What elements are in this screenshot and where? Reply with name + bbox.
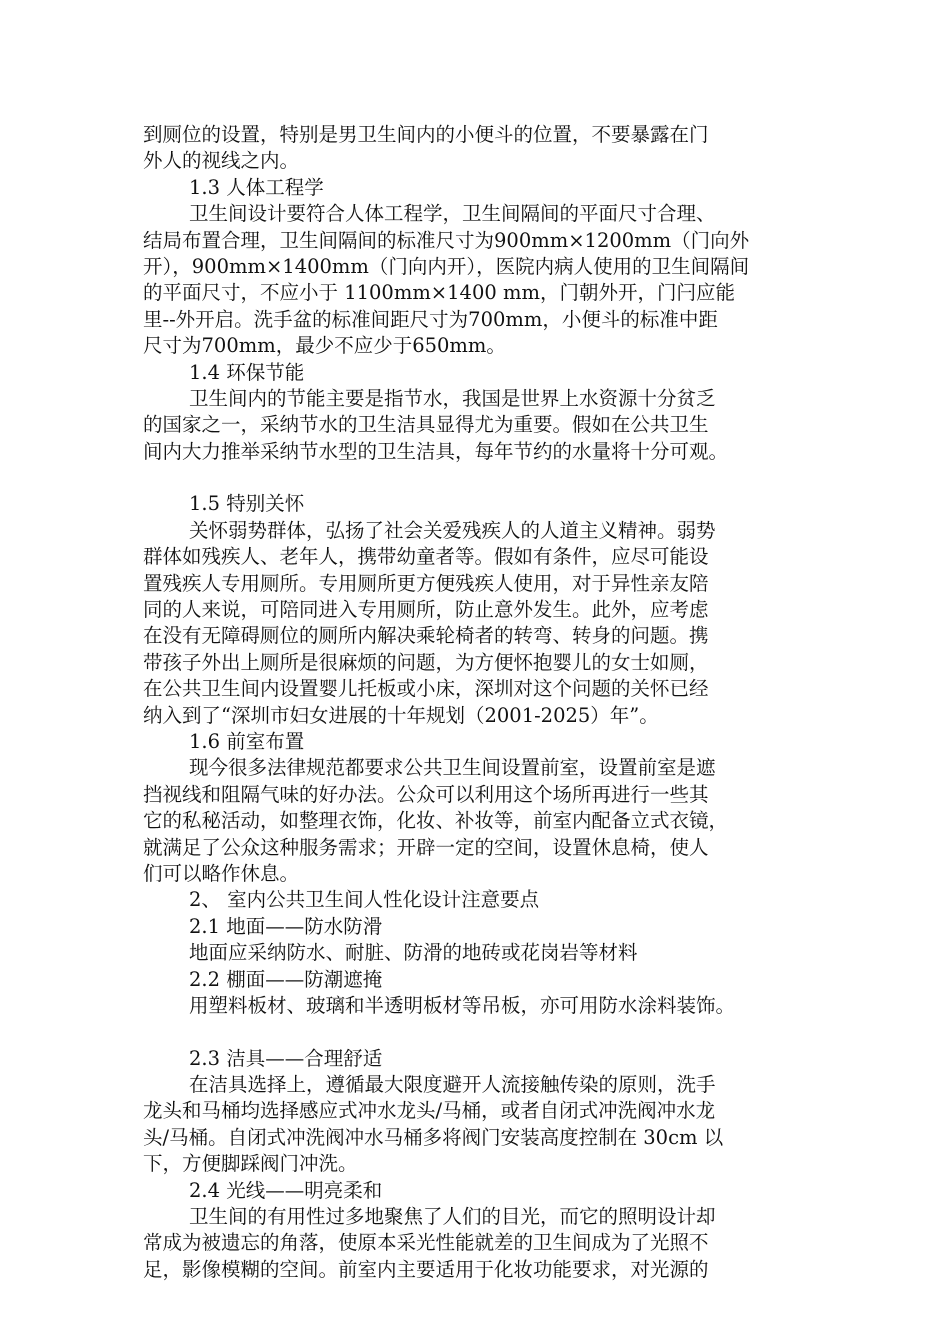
text-line: 间内大力推举采纳节水型的卫生洁具，每年节约的水量将十分可观。 [143,439,729,463]
text-line: 置残疾人专用厕所。专用厕所更方便残疾人使用，对于异性亲友陪 [143,571,709,595]
text-line: 的平面尺寸，不应小于 1100mm×1400 mm，门朝外开，门闩应能 [143,281,735,305]
text-line: 它的私秘活动，如整理衣饰，化妆、补妆等，前室内配备立式衣镜， [143,809,729,833]
text-line: 卫生间的有用性过多地聚焦了人们的目光，而它的照明设计却 [189,1205,716,1229]
text-line: 就满足了公众这种服务需求；开辟一定的空间，设置休息椅，使人 [143,835,709,859]
text-line: 开），900mm×1400mm（门向内开），医院内病人使用的卫生间隔间 [143,254,750,278]
text-line: 关怀弱势群体，弘扬了社会关爱残疾人的人道主义精神。弱势 [189,518,716,542]
blank-line [143,1019,843,1045]
text-line: 2、 室内公共卫生间人性化设计注意要点 [189,888,540,912]
text-line: 2.4 光线——明亮柔和 [189,1178,383,1202]
text-line: 卫生间设计要符合人体工程学，卫生间隔间的平面尺寸合理、 [189,202,716,226]
text-line: 尺寸为700mm，最少不应少于650mm。 [143,334,506,358]
text-line: 群体如残疾人、老年人，携带幼童者等。假如有条件，应尽可能设 [143,545,709,569]
text-line: 2.3 洁具——合理舒适 [189,1046,383,1070]
text-line: 1.4 环保节能 [189,360,305,384]
text-line: 外人的视线之内。 [143,149,300,173]
text-line: 现今很多法律规范都要求公共卫生间设置前室，设置前室是遮 [189,756,716,780]
text-line: 的国家之一，采纳节水的卫生洁具显得尤为重要。假如在公共卫生 [143,413,709,437]
text-line: 下，方便脚踩阀门冲洗。 [143,1152,358,1176]
blank-line [143,465,843,491]
text-line: 1.6 前室布置 [189,729,305,753]
text-line: 足，影像模糊的空间。前室内主要适用于化妆功能要求，对光源的 [143,1257,709,1281]
text-line: 带孩子外出上厕所是很麻烦的问题，为方便怀抱婴儿的女士如厕， [143,650,709,674]
text-line: 同的人来说，可陪同进入专用厕所，防止意外发生。此外，应考虑 [143,598,709,622]
text-line: 结局布置合理，卫生间隔间的标准尺寸为900mm×1200mm（门向外 [143,228,750,252]
text-line: 在公共卫生间内设置婴儿托板或小床，深圳对这个问题的关怀已经 [143,677,709,701]
text-line: 常成为被遗忘的角落，使原本采光性能就差的卫生间成为了光照不 [143,1231,709,1255]
document-body [143,122,843,1283]
text-line: 龙头和马桶均选择感应式冲水龙头/马桶，或者自闭式冲洗阀冲水龙 [143,1099,716,1123]
text-line: 1.3 人体工程学 [189,175,324,199]
text-line: 地面应采纳防水、耐脏、防滑的地砖或花岗岩等材料 [189,941,638,965]
text-line: 头/马桶。自闭式冲洗阀冲水马桶多将阀门安装高度控制在 30cm 以 [143,1125,724,1149]
text-line: 里--外开启。洗手盆的标准间距尺寸为700mm，小便斗的标准中距 [143,307,718,331]
text-line: 挡视线和阻隔气味的好办法。公众可以利用这个场所再进行一些其 [143,782,709,806]
text-line: 用塑料板材、玻璃和半透明板材等吊板，亦可用防水涂料装饰。 [189,993,736,1017]
text-line: 们可以略作休息。 [143,861,300,885]
text-line: 在没有无障碍厕位的厕所内解决乘轮椅者的转弯、转身的问题。携 [143,624,709,648]
text-line: 纳入到了“深圳市妇女进展的十年规划（2001-2025）年”。 [143,703,659,727]
text-line: 1.5 特别关怀 [189,492,305,516]
text-line: 卫生间内的节能主要是指节水，我国是世界上水资源十分贫乏 [189,386,716,410]
text-line: 2.1 地面——防水防滑 [189,914,383,938]
text-line: 在洁具选择上，遵循最大限度避开人流接触传染的原则，洗手 [189,1073,716,1097]
text-line: 2.2 棚面——防潮遮掩 [189,967,383,991]
text-line: 到厕位的设置，特别是男卫生间内的小便斗的位置，不要暴露在门 [143,123,709,146]
